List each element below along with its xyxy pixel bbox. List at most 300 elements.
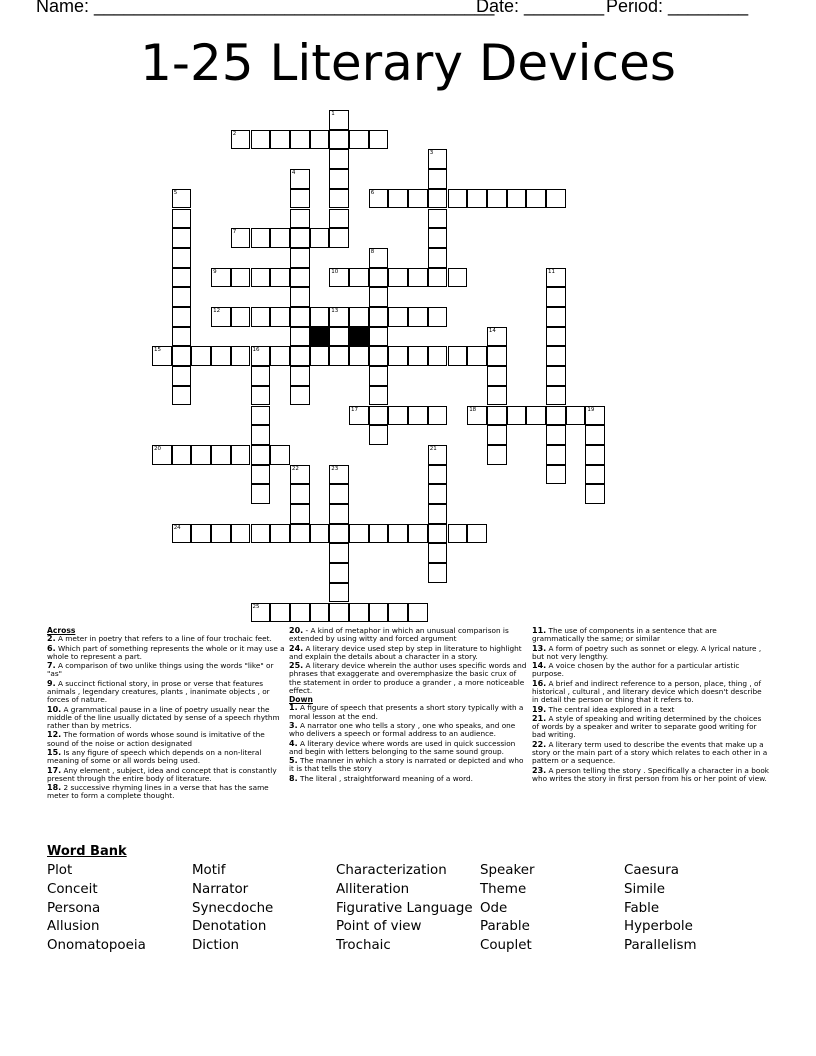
crossword-cell[interactable] [172,445,192,465]
crossword-cell[interactable] [487,189,507,209]
crossword-cell[interactable] [191,524,211,544]
crossword-cell[interactable] [329,169,349,189]
crossword-cell[interactable] [428,346,448,366]
crossword-cell[interactable] [585,445,605,465]
crossword-cell[interactable] [270,130,290,150]
crossword-cell[interactable] [329,543,349,563]
crossword-cell[interactable] [369,406,389,426]
crossword-cell[interactable] [448,346,468,366]
crossword-cell[interactable] [152,346,172,366]
crossword-cell[interactable] [546,386,566,406]
crossword-cell[interactable] [310,307,330,327]
word-bank-item: Trochaic [336,938,391,954]
crossword-cell[interactable] [329,228,349,248]
clue-text: - A kind of metaphor in which an unusual comparison is extended by using witty and forced argument [289,626,509,644]
crossword-cell[interactable] [349,603,369,623]
crossword-cell[interactable] [585,425,605,445]
word-bank-item: Synecdoche [192,900,274,916]
crossword-cell[interactable] [310,130,330,150]
down-clue [532,645,770,661]
crossword-cell[interactable] [231,228,251,248]
clue-number: 22. [532,739,547,749]
crossword-cell[interactable] [211,346,231,366]
clues-column-1 [47,627,285,802]
crossword-cell[interactable] [329,149,349,169]
clue-text: 2 successive rhyming lines in a verse that has the same meter to form a complete thought. [47,783,269,801]
crossword-cell[interactable] [546,465,566,485]
crossword-cell[interactable] [251,366,271,386]
crossword-cell[interactable] [408,603,428,623]
crossword-cell[interactable] [369,346,389,366]
crossword-cell[interactable] [251,445,271,465]
down-clue [289,775,527,783]
crossword-cell[interactable] [270,268,290,288]
across-clue [47,635,285,643]
across-clue [47,767,285,783]
crossword-cell[interactable] [487,346,507,366]
crossword-cell[interactable] [329,307,349,327]
cell-number: 16 [252,347,260,354]
clue-number: 4. [289,738,298,748]
crossword-cell[interactable] [251,228,271,248]
crossword-cell[interactable] [369,327,389,347]
word-bank-item: Narrator [192,881,249,897]
clue-number: 11. [532,626,547,635]
crossword-cell[interactable] [172,228,192,248]
crossword-cell[interactable] [251,425,271,445]
crossword-cell[interactable] [388,268,408,288]
crossword-cell[interactable] [329,110,349,130]
cell-number: 10 [331,268,339,275]
across-clue [47,731,285,747]
crossword-cell[interactable] [172,307,192,327]
clue-text: A person telling the story . Specifically a character in a book who writes the story in first person from his or her point of view. [532,765,770,783]
crossword-cell[interactable] [231,268,251,288]
crossword-cell[interactable] [310,228,330,248]
crossword-cell[interactable] [211,445,231,465]
crossword-cell[interactable] [270,228,290,248]
crossword-cell[interactable] [487,425,507,445]
crossword-cell[interactable] [585,484,605,504]
word-bank-item: Onomatopoeia [47,938,146,954]
word-bank-item: Theme [480,881,527,897]
crossword-cell[interactable] [369,366,389,386]
crossword-cell[interactable] [428,504,448,524]
crossword-cell[interactable] [487,445,507,465]
black-square [310,327,330,347]
crossword-cell[interactable] [329,583,349,603]
clue-number: 5. [289,756,298,766]
word-bank-item: Denotation [192,919,267,935]
crossword-cell[interactable] [290,209,310,229]
crossword-cell[interactable] [546,346,566,366]
cell-number: 15 [154,347,161,354]
clue-text: A literary device where words are used in quick succession and begin with letters belonging to the same sound group. [289,738,516,756]
word-bank-item: Parallelism [624,938,697,954]
crossword-cell[interactable] [408,346,428,366]
crossword-cell[interactable] [369,287,389,307]
crossword-cell[interactable] [172,248,192,268]
down-clue [289,704,527,720]
crossword-cell[interactable] [408,406,428,426]
period-field-label[interactable]: Period: ________ [606,0,749,16]
crossword-cell[interactable] [172,209,192,229]
cell-number: 18 [469,406,477,413]
crossword-cell[interactable] [349,268,369,288]
crossword-cell[interactable] [428,465,448,485]
clue-number: 2. [47,634,56,644]
crossword-cell[interactable] [388,603,408,623]
crossword-cell[interactable] [270,603,290,623]
down-clue [532,627,770,643]
crossword-cell[interactable] [507,406,527,426]
crossword-cell[interactable] [467,346,487,366]
crossword-cell[interactable] [428,248,448,268]
crossword-cell[interactable] [329,563,349,583]
word-bank-item: Speaker [480,863,535,878]
cell-number: 11 [548,268,555,275]
clue-number: 9. [47,678,56,688]
cell-number: 2 [232,130,237,137]
crossword-cell[interactable] [526,406,546,426]
crossword-cell[interactable] [211,524,231,544]
crossword-cell[interactable] [369,425,389,445]
cell-number: 4 [291,170,296,177]
crossword-cell[interactable] [388,307,408,327]
crossword-cell[interactable] [329,484,349,504]
crossword-cell[interactable] [428,445,448,465]
word-bank-item: Hyperbole [624,919,693,935]
crossword-cell[interactable] [172,327,192,347]
crossword-cell[interactable] [172,386,192,406]
clue-text: Any element , subject, idea and concept that is constantly present through the entire body of literature. [47,765,277,783]
word-bank-item: Motif [192,863,226,878]
crossword-cell[interactable] [290,228,310,248]
clue-number: 16. [532,678,547,688]
crossword-cell[interactable] [329,268,349,288]
crossword-cell[interactable] [408,268,428,288]
cell-number: 22 [291,465,299,472]
crossword-cell[interactable] [329,189,349,209]
crossword-cell[interactable] [448,524,468,544]
crossword-cell[interactable] [448,189,468,209]
crossword-cell[interactable] [329,504,349,524]
date-field-label[interactable]: Date: ________ [476,0,605,16]
clues-column-3 [532,627,770,784]
cell-number: 13 [331,308,339,314]
crossword-cell[interactable] [172,346,192,366]
crossword-cell[interactable] [428,406,448,426]
cell-number: 8 [370,248,375,255]
crossword-cell[interactable] [369,189,389,209]
crossword-cell[interactable] [428,524,448,544]
crossword-cell[interactable] [290,130,310,150]
crossword-cell[interactable] [585,465,605,485]
crossword-cell[interactable] [467,189,487,209]
crossword-cell[interactable] [349,406,369,426]
clue-text: A comparison of two unlike things using the words "like" or "as" [47,661,274,679]
crossword-cell[interactable] [251,603,271,623]
crossword-cell[interactable] [172,268,192,288]
crossword-cell[interactable] [329,465,349,485]
crossword-cell[interactable] [428,307,448,327]
across-clue [47,706,285,731]
down-clue [532,680,770,705]
crossword-cell[interactable] [369,268,389,288]
cell-number: 5 [173,189,178,196]
crossword-cell[interactable] [251,268,271,288]
crossword-cell[interactable] [526,189,546,209]
word-bank-item: Ode [480,900,508,916]
crossword-cell[interactable] [211,268,231,288]
crossword-cell[interactable] [310,603,330,623]
across-clue [47,784,285,800]
crossword-cell[interactable] [270,346,290,366]
cell-number: 19 [587,406,595,413]
crossword-cell[interactable] [290,248,310,268]
crossword-cell[interactable] [172,524,192,544]
crossword-cell[interactable] [329,209,349,229]
clue-number: 24. [289,643,304,653]
crossword-cell[interactable] [585,406,605,426]
crossword-cell[interactable] [290,366,310,386]
crossword-cell[interactable] [369,386,389,406]
word-bank-item: Simile [624,881,665,897]
crossword-cell[interactable] [467,524,487,544]
clue-number: 23. [532,765,547,775]
crossword-cell[interactable] [349,130,369,150]
clue-number: 14. [532,661,547,671]
crossword-cell[interactable] [467,406,487,426]
crossword-cell[interactable] [487,386,507,406]
crossword-cell[interactable] [487,327,507,347]
crossword-cell[interactable] [546,268,566,288]
down-clue [532,706,770,714]
crossword-cell[interactable] [290,386,310,406]
crossword-cell[interactable] [329,327,349,347]
clue-text: A voice chosen by the author for a particular artistic purpose. [532,661,740,679]
crossword-cell[interactable] [191,346,211,366]
crossword-cell[interactable] [388,189,408,209]
crossword-cell[interactable] [251,484,271,504]
crossword-cell[interactable] [152,445,172,465]
crossword-cell[interactable] [369,130,389,150]
crossword-cell[interactable] [566,406,586,426]
across-clue [289,662,527,695]
crossword-cell[interactable] [546,445,566,465]
crossword-cell[interactable] [191,445,211,465]
crossword-cell[interactable] [349,346,369,366]
clue-number: 8. [289,773,298,783]
crossword-cell[interactable] [172,366,192,386]
crossword-cell[interactable] [290,504,310,524]
crossword-cell[interactable] [349,524,369,544]
across-heading: Across [47,626,76,635]
crossword-cell[interactable] [251,465,271,485]
word-bank-item: Point of view [336,919,422,935]
crossword-cell[interactable] [329,603,349,623]
crossword-cell[interactable] [310,346,330,366]
crossword-cell[interactable] [546,425,566,445]
down-clue [532,662,770,678]
crossword-cell[interactable] [251,307,271,327]
clues-column-2 [289,627,527,784]
crossword-cell[interactable] [388,346,408,366]
crossword-cell[interactable] [329,524,349,544]
crossword-cell[interactable] [428,268,448,288]
crossword-cell[interactable] [251,386,271,406]
crossword-cell[interactable] [428,149,448,169]
clue-number: 21. [532,713,547,723]
word-bank-item: Figurative Language [336,900,473,916]
crossword-cell[interactable] [251,524,271,544]
crossword-cell[interactable] [290,346,310,366]
crossword-cell[interactable] [290,169,310,189]
cell-number: 7 [232,229,237,236]
cell-number: 14 [488,327,496,334]
clue-number: 15. [47,747,62,757]
crossword-cell[interactable] [546,327,566,347]
clue-number: 7. [47,661,56,671]
crossword-cell[interactable] [290,484,310,504]
crossword-cell[interactable] [369,524,389,544]
clue-number: 13. [532,643,547,653]
crossword-cell[interactable] [546,307,566,327]
clue-text: A brief and indirect reference to a person, place, thing , of historical , cultural , and literary device which doesn't describe in detail the person or thing that it refers to. [532,678,762,705]
clue-number: 6. [47,643,56,653]
word-bank-item: Parable [480,919,530,935]
clue-text: A grammatical pause in a line of poetry usually near the middle of the line usually dictated by sense of a speech rhythm rather than by metrics. [47,704,280,730]
clue-text: A meter in poetry that refers to a line of four trochaic feet. [57,634,272,644]
crossword-cell[interactable] [290,189,310,209]
crossword-cell[interactable] [388,524,408,544]
cell-number: 21 [429,445,437,452]
crossword-cell[interactable] [408,307,428,327]
cell-number: 25 [252,603,260,610]
cell-number: 9 [213,268,217,275]
clue-text: Which part of something represents the whole or it may use a whole to represent a part. [47,643,285,661]
word-bank-item: Caesura [624,863,679,878]
crossword-cell[interactable] [369,603,389,623]
crossword-cell[interactable] [428,228,448,248]
crossword-cell[interactable] [546,287,566,307]
crossword-cell[interactable] [172,287,192,307]
crossword-cell[interactable] [428,543,448,563]
crossword-cell[interactable] [487,366,507,386]
cell-number: 12 [213,308,221,314]
cell-number: 23 [331,465,339,472]
crossword-cell[interactable] [211,307,231,327]
word-bank-item: Plot [47,863,73,878]
crossword-cell[interactable] [546,406,566,426]
clue-text: Is any figure of speech which depends on a non-literal meaning of some or all words being used. [47,747,262,766]
name-field-label[interactable]: Name: ________________________________________ [36,0,495,16]
clue-number: 10. [47,704,62,714]
crossword-cell[interactable] [428,189,448,209]
clue-number: 20. [289,626,304,635]
clue-number: 25. [289,661,304,671]
crossword-cell[interactable] [231,524,251,544]
clue-text: A narrator one who tells a story , one who speaks, and one who delivers a speech or formal address to an audience. [289,720,516,739]
crossword-cell[interactable] [369,307,389,327]
word-bank-title: Word Bank [47,844,127,859]
across-clue [47,645,285,661]
word-bank-item: Characterization [336,863,447,878]
cell-number: 24 [173,524,181,531]
cell-number: 20 [154,445,161,452]
word-bank-item: Conceit [47,881,98,897]
crossword-cell[interactable] [290,287,310,307]
crossword-cell[interactable] [329,130,349,150]
crossword-cell[interactable] [231,307,251,327]
crossword-cell[interactable] [270,445,290,465]
crossword-cell[interactable] [408,524,428,544]
clue-text: The use of components in a sentence that are grammatically the same; or similar [532,626,717,644]
crossword-cell[interactable] [448,268,468,288]
crossword-cell[interactable] [507,189,527,209]
clue-number: 17. [47,765,62,775]
crossword-cell[interactable] [310,524,330,544]
crossword-cell[interactable] [428,169,448,189]
cell-number: 6 [370,189,375,196]
down-clue [532,767,770,783]
crossword-cell[interactable] [388,406,408,426]
crossword-cell[interactable] [231,346,251,366]
clue-text: The manner in which a story is narrated or depicted and who it is that tells the story [289,756,524,774]
crossword-cell[interactable] [329,346,349,366]
crossword-cell[interactable] [349,307,369,327]
cell-number: 3 [429,150,434,157]
crossword-cell[interactable] [428,484,448,504]
clue-text: A form of poetry such as sonnet or elegy. A lyrical nature , but not very lengthy. [532,643,762,661]
crossword-cell[interactable] [290,524,310,544]
crossword-cell[interactable] [546,189,566,209]
crossword-cell[interactable] [290,465,310,485]
clue-number: 12. [47,730,62,740]
cell-number: 1 [331,111,335,117]
crossword-cell[interactable] [428,209,448,229]
crossword-cell[interactable] [546,366,566,386]
crossword-cell[interactable] [270,524,290,544]
clue-text: The literal , straightforward meaning of a word. [299,773,473,783]
crossword-cell[interactable] [290,603,310,623]
down-heading: Down [289,695,313,705]
clue-text: The formation of words whose sound is imitative of the sound of the noise or action designated [47,730,265,748]
crossword-cell[interactable] [251,130,271,150]
clue-text: A succinct fictional story, in prose or verse that features animals , legendary creatures, plants , inanimate objects , or forces of nature. [47,678,270,705]
crossword-cell[interactable] [290,268,310,288]
page-title: 1-25 Literary Devices [140,34,676,92]
crossword-cell[interactable] [487,406,507,426]
crossword-cell[interactable] [231,445,251,465]
clue-text: A figure of speech that presents a short story typically with a moral lesson at the end. [289,703,524,721]
crossword-cell[interactable] [290,307,310,327]
word-bank-item: Diction [192,938,240,954]
crossword-cell[interactable] [408,189,428,209]
crossword-cell[interactable] [251,406,271,426]
crossword-cell[interactable] [172,189,192,209]
crossword-cell[interactable] [251,346,271,366]
crossword-cell[interactable] [290,327,310,347]
across-clue [47,749,285,765]
crossword-cell[interactable] [231,130,251,150]
clue-number: 18. [47,783,62,793]
crossword-cell[interactable] [270,307,290,327]
crossword-cell[interactable] [428,563,448,583]
crossword-cell[interactable] [369,248,389,268]
word-bank-item: Couplet [480,938,532,954]
across-clue [289,645,527,661]
